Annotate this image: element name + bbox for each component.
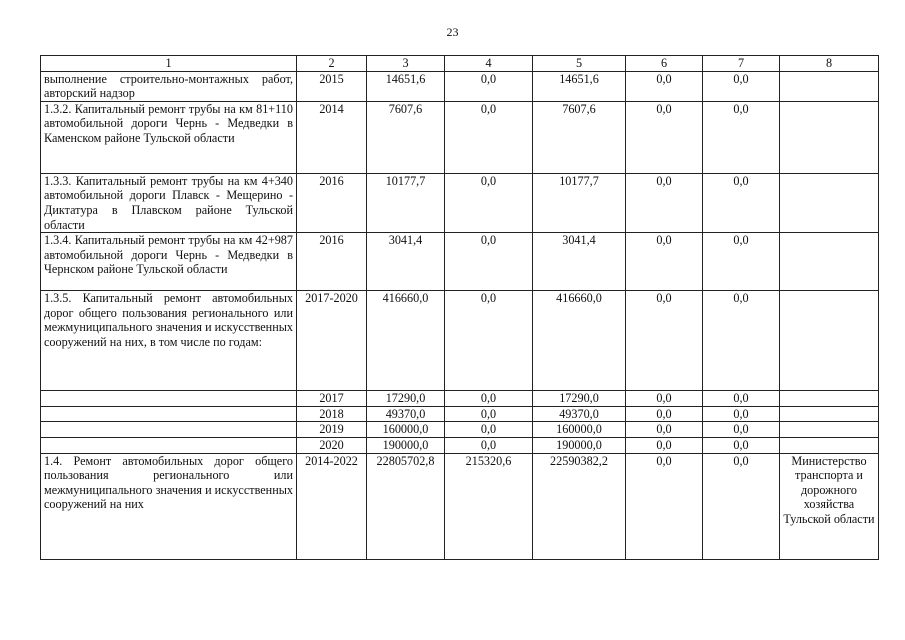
row-value-cell: 7607,6 [533,101,626,173]
header-cell: 4 [445,56,533,72]
row-value-cell: 0,0 [445,422,533,438]
row-value-cell: 10177,7 [533,173,626,232]
row-value-cell: 0,0 [703,71,780,101]
row-responsible-cell [780,391,879,407]
row-description-cell [41,437,297,453]
row-value-cell: 2016 [297,173,367,232]
row-value-cell: 2015 [297,71,367,101]
row-value-cell: 2019 [297,422,367,438]
row-description-cell: 1.4. Ремонт автомобильных дорог общего пользования регионального или межмуниципального значения и искусственных сооружений на них [41,453,297,559]
table-row [41,71,879,101]
table-header-row [41,56,879,72]
row-value-cell: 0,0 [703,453,780,559]
row-description-cell: 1.3.4. Капитальный ремонт трубы на км 42+987 автомобильной дороги Чернь - Медведки в Чернском районе Тульской области [41,233,297,291]
row-value-cell: 22805702,8 [367,453,445,559]
row-description-cell: 1.3.5. Капитальный ремонт автомобильных дорог общего пользования регионального или межмуниципального значения и искусственных сооружений на них, в том числе по годам: [41,291,297,391]
row-value-cell: 0,0 [626,71,703,101]
row-value-cell: 49370,0 [367,406,445,422]
row-value-cell: 0,0 [445,391,533,407]
row-value-cell: 49370,0 [533,406,626,422]
row-value-cell: 0,0 [703,291,780,391]
row-value-cell: 0,0 [626,391,703,407]
header-cell: 7 [703,56,780,72]
row-value-cell: 0,0 [445,173,533,232]
row-value-cell: 2017-2020 [297,291,367,391]
table-row [41,437,879,453]
table-row [41,101,879,173]
row-value-cell: 0,0 [626,233,703,291]
row-value-cell: 22590382,2 [533,453,626,559]
table-row [41,391,879,407]
row-value-cell: 3041,4 [533,233,626,291]
row-description-cell [41,422,297,438]
row-value-cell: 0,0 [626,173,703,232]
row-value-cell: 0,0 [445,291,533,391]
table-row [41,291,879,391]
row-value-cell: 0,0 [626,291,703,391]
header-cell: 3 [367,56,445,72]
row-responsible-cell [780,173,879,232]
row-value-cell: 2018 [297,406,367,422]
row-value-cell: 0,0 [626,406,703,422]
row-value-cell: 160000,0 [367,422,445,438]
row-value-cell: 190000,0 [367,437,445,453]
row-value-cell: 17290,0 [533,391,626,407]
row-value-cell: 7607,6 [367,101,445,173]
row-value-cell: 0,0 [626,437,703,453]
row-value-cell: 0,0 [703,173,780,232]
row-responsible-cell [780,422,879,438]
row-value-cell: 0,0 [445,233,533,291]
row-value-cell: 0,0 [445,437,533,453]
row-value-cell: 14651,6 [533,71,626,101]
header-cell: 6 [626,56,703,72]
row-value-cell: 0,0 [703,437,780,453]
row-value-cell: 0,0 [703,233,780,291]
row-description-cell: выполнение строительно-монтажных работ, авторский надзор [41,71,297,101]
row-value-cell: 0,0 [445,71,533,101]
table-row [41,173,879,232]
row-value-cell: 2017 [297,391,367,407]
row-value-cell: 2014 [297,101,367,173]
header-cell: 5 [533,56,626,72]
row-value-cell: 215320,6 [445,453,533,559]
row-responsible-cell [780,291,879,391]
row-value-cell: 0,0 [445,406,533,422]
row-value-cell: 0,0 [626,422,703,438]
row-value-cell: 2014-2022 [297,453,367,559]
row-value-cell: 0,0 [703,391,780,407]
row-responsible-cell [780,437,879,453]
row-description-cell: 1.3.2. Капитальный ремонт трубы на км 81+110 автомобильной дороги Чернь - Медведки в Каменском районе Тульской области [41,101,297,173]
row-value-cell: 416660,0 [367,291,445,391]
row-value-cell: 3041,4 [367,233,445,291]
row-description-cell [41,406,297,422]
row-responsible-cell [780,71,879,101]
table-row [41,453,879,559]
header-cell: 1 [41,56,297,72]
header-cell: 2 [297,56,367,72]
row-value-cell: 0,0 [626,101,703,173]
row-value-cell: 0,0 [445,101,533,173]
row-value-cell: 0,0 [703,406,780,422]
row-description-cell: 1.3.3. Капитальный ремонт трубы на км 4+340 автомобильной дороги Плавск - Мещерино - Диктатура в Плавском районе Тульской области [41,173,297,232]
row-value-cell: 10177,7 [367,173,445,232]
row-value-cell: 190000,0 [533,437,626,453]
row-value-cell: 0,0 [626,453,703,559]
row-responsible-cell [780,101,879,173]
row-value-cell: 2016 [297,233,367,291]
row-value-cell: 416660,0 [533,291,626,391]
budget-table [40,55,879,560]
row-value-cell: 14651,6 [367,71,445,101]
header-cell: 8 [780,56,879,72]
row-responsible-cell: Министерство транспорта и дорожного хозяйства Тульской области [780,453,879,559]
row-value-cell: 0,0 [703,422,780,438]
row-value-cell: 0,0 [703,101,780,173]
row-description-cell [41,391,297,407]
table-row [41,422,879,438]
row-value-cell: 160000,0 [533,422,626,438]
table-row [41,233,879,291]
row-value-cell: 2020 [297,437,367,453]
row-responsible-cell [780,406,879,422]
row-value-cell: 17290,0 [367,391,445,407]
table-row [41,406,879,422]
row-responsible-cell [780,233,879,291]
page-number: 23 [446,25,459,39]
